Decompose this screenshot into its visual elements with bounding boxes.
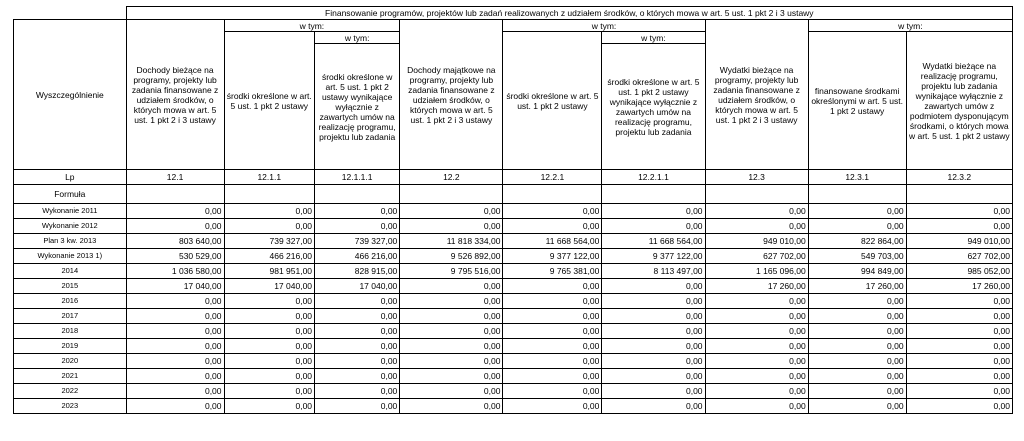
col-header-12-1-1-1: środki określone w art. 5 ust. 1 pkt 2 ustawy wynikające wyłącznie z zawartych umów na realizację programu, projektu lub zadania (315, 44, 400, 170)
value-cell: 0,00 (602, 399, 705, 414)
empty-corner (14, 7, 127, 20)
value-cell: 0,00 (602, 354, 705, 369)
value-cell: 0,00 (602, 219, 705, 234)
value-cell: 0,00 (602, 369, 705, 384)
value-cell: 0,00 (224, 339, 315, 354)
table-row (14, 399, 1013, 414)
col-header-12-3-1: finansowane środkami określonymi w art. 5 ust. 1 pkt 2 ustawy (808, 32, 906, 170)
row-label: 2016 (14, 294, 127, 309)
value-cell: 0,00 (705, 399, 808, 414)
value-cell: 0,00 (400, 399, 503, 414)
formula-cell (906, 185, 1012, 204)
row-label: 2014 (14, 264, 127, 279)
value-cell: 0,00 (400, 324, 503, 339)
value-cell: 0,00 (315, 339, 400, 354)
value-cell: 0,00 (808, 384, 906, 399)
value-cell: 0,00 (126, 219, 224, 234)
value-cell: 0,00 (224, 294, 315, 309)
value-cell: 9 765 381,00 (503, 264, 602, 279)
value-cell: 0,00 (315, 399, 400, 414)
table-row (14, 264, 1013, 279)
value-cell: 11 668 564,00 (503, 234, 602, 249)
value-cell: 9 377 122,00 (503, 249, 602, 264)
value-cell: 0,00 (126, 399, 224, 414)
value-cell: 0,00 (503, 309, 602, 324)
value-cell: 0,00 (705, 309, 808, 324)
value-cell: 803 640,00 (126, 234, 224, 249)
row-header-label: Wyszczególnienie (14, 20, 127, 170)
value-cell: 0,00 (400, 219, 503, 234)
value-cell: 0,00 (315, 219, 400, 234)
lp-number: 12.1.1.1 (315, 170, 400, 185)
value-cell: 0,00 (503, 369, 602, 384)
value-cell: 949 010,00 (906, 234, 1012, 249)
value-cell: 0,00 (400, 279, 503, 294)
value-cell: 17 260,00 (808, 279, 906, 294)
value-cell: 0,00 (503, 219, 602, 234)
row-label: 2019 (14, 339, 127, 354)
value-cell: 0,00 (400, 309, 503, 324)
lp-label: Lp (14, 170, 127, 185)
row-label: 2015 (14, 279, 127, 294)
financing-table (13, 6, 1013, 414)
value-cell: 0,00 (906, 294, 1012, 309)
value-cell: 0,00 (705, 384, 808, 399)
value-cell: 466 216,00 (224, 249, 315, 264)
value-cell: 0,00 (503, 294, 602, 309)
table-row (14, 384, 1013, 399)
value-cell: 0,00 (503, 354, 602, 369)
value-cell: 0,00 (315, 354, 400, 369)
table-row (14, 219, 1013, 234)
value-cell: 0,00 (315, 204, 400, 219)
value-cell: 0,00 (126, 384, 224, 399)
table-row (14, 279, 1013, 294)
value-cell: 0,00 (808, 309, 906, 324)
value-cell: 0,00 (503, 204, 602, 219)
value-cell: 0,00 (602, 204, 705, 219)
formula-cell (224, 185, 315, 204)
value-cell: 0,00 (705, 324, 808, 339)
value-cell: 1 036 580,00 (126, 264, 224, 279)
row-label: 2017 (14, 309, 127, 324)
value-cell: 0,00 (503, 324, 602, 339)
row-label: 2023 (14, 399, 127, 414)
value-cell: 627 702,00 (705, 249, 808, 264)
value-cell: 0,00 (906, 399, 1012, 414)
formula-label: Formuła (14, 185, 127, 204)
col-header-12-2-1: środki określone w art. 5 ust. 1 pkt 2 ustawy (503, 32, 602, 170)
lp-number: 12.1.1 (224, 170, 315, 185)
value-cell: 0,00 (315, 309, 400, 324)
value-cell: 0,00 (602, 309, 705, 324)
table-row (14, 339, 1013, 354)
value-cell: 0,00 (315, 384, 400, 399)
value-cell: 0,00 (705, 339, 808, 354)
value-cell: 0,00 (503, 384, 602, 399)
value-cell: 0,00 (808, 369, 906, 384)
value-cell: 9 377 122,00 (602, 249, 705, 264)
value-cell: 0,00 (602, 294, 705, 309)
value-cell: 0,00 (315, 369, 400, 384)
value-cell: 0,00 (224, 369, 315, 384)
formula-cell (503, 185, 602, 204)
lp-number: 12.2 (400, 170, 503, 185)
value-cell: 17 040,00 (126, 279, 224, 294)
value-cell: 739 327,00 (315, 234, 400, 249)
value-cell: 0,00 (400, 294, 503, 309)
value-cell: 17 260,00 (906, 279, 1012, 294)
value-cell: 0,00 (808, 294, 906, 309)
value-cell: 549 703,00 (808, 249, 906, 264)
lp-number: 12.3.2 (906, 170, 1012, 185)
value-cell: 0,00 (808, 204, 906, 219)
value-cell: 0,00 (126, 204, 224, 219)
col-header-12-2: Dochody majątkowe na programy, projekty lub zadania finansowane z udziałem środków, o których mowa w art. 5 ust. 1 pkt 2 i 3 ustawy (400, 20, 503, 170)
value-cell: 0,00 (400, 354, 503, 369)
table-row (14, 234, 1013, 249)
row-label: 2022 (14, 384, 127, 399)
value-cell: 0,00 (400, 339, 503, 354)
formula-cell (705, 185, 808, 204)
value-cell: 0,00 (906, 309, 1012, 324)
value-cell: 0,00 (224, 324, 315, 339)
value-cell: 0,00 (224, 309, 315, 324)
value-cell: 828 915,00 (315, 264, 400, 279)
value-cell: 0,00 (808, 324, 906, 339)
value-cell: 0,00 (808, 354, 906, 369)
value-cell: 0,00 (808, 219, 906, 234)
row-label: Wykonanie 2013 1) (14, 249, 127, 264)
value-cell: 0,00 (906, 219, 1012, 234)
value-cell: 0,00 (602, 279, 705, 294)
row-label: 2018 (14, 324, 127, 339)
value-cell: 8 113 497,00 (602, 264, 705, 279)
value-cell: 994 849,00 (808, 264, 906, 279)
value-cell: 0,00 (906, 384, 1012, 399)
value-cell: 0,00 (315, 294, 400, 309)
col-header-12-1: Dochody bieżące na programy, projekty lub zadania finansowane z udziałem środków, o których mowa w art. 5 ust. 1 pkt 2 i 3 ustawy (126, 20, 224, 170)
value-cell: 0,00 (503, 339, 602, 354)
table-row (14, 324, 1013, 339)
value-cell: 0,00 (126, 339, 224, 354)
w-tym-label-5: w tym: (602, 32, 705, 44)
formula-cell (315, 185, 400, 204)
value-cell: 0,00 (705, 219, 808, 234)
value-cell: 0,00 (906, 339, 1012, 354)
formula-cell (400, 185, 503, 204)
value-cell: 0,00 (224, 399, 315, 414)
table-row (14, 369, 1013, 384)
value-cell: 466 216,00 (315, 249, 400, 264)
value-cell: 0,00 (602, 384, 705, 399)
value-cell: 985 052,00 (906, 264, 1012, 279)
value-cell: 0,00 (126, 324, 224, 339)
lp-number: 12.3.1 (808, 170, 906, 185)
value-cell: 0,00 (808, 339, 906, 354)
value-cell: 0,00 (224, 204, 315, 219)
row-label: 2020 (14, 354, 127, 369)
value-cell: 0,00 (705, 369, 808, 384)
lp-number: 12.2.1 (503, 170, 602, 185)
value-cell: 981 951,00 (224, 264, 315, 279)
value-cell: 11 818 334,00 (400, 234, 503, 249)
formula-cell (126, 185, 224, 204)
table-row (14, 204, 1013, 219)
value-cell: 0,00 (400, 204, 503, 219)
value-cell: 0,00 (315, 324, 400, 339)
value-cell: 0,00 (224, 384, 315, 399)
value-cell: 0,00 (503, 279, 602, 294)
value-cell: 949 010,00 (705, 234, 808, 249)
col-header-12-1-1: środki określone w art. 5 ust. 1 pkt 2 ustawy (224, 32, 315, 170)
value-cell: 0,00 (126, 354, 224, 369)
value-cell: 0,00 (126, 309, 224, 324)
value-cell: 0,00 (906, 204, 1012, 219)
w-tym-label-4: w tym: (315, 32, 400, 44)
row-label: Wykonanie 2012 (14, 219, 127, 234)
table-row (14, 294, 1013, 309)
row-label: Wykonanie 2011 (14, 204, 127, 219)
table-row (14, 249, 1013, 264)
value-cell: 9 795 516,00 (400, 264, 503, 279)
value-cell: 0,00 (400, 384, 503, 399)
col-header-12-2-1-1: środki określone w art. 5 ust. 1 pkt 2 ustawy wynikające wyłącznie z zawartych umów na realizację programu, projektu lub zadania (602, 44, 705, 170)
value-cell: 0,00 (400, 369, 503, 384)
value-cell: 0,00 (126, 369, 224, 384)
value-cell: 17 040,00 (315, 279, 400, 294)
value-cell: 0,00 (602, 339, 705, 354)
value-cell: 9 526 892,00 (400, 249, 503, 264)
formula-cell (808, 185, 906, 204)
value-cell: 739 327,00 (224, 234, 315, 249)
value-cell: 530 529,00 (126, 249, 224, 264)
table-row (14, 309, 1013, 324)
value-cell: 627 702,00 (906, 249, 1012, 264)
lp-number: 12.2.1.1 (602, 170, 705, 185)
lp-number: 12.1 (126, 170, 224, 185)
value-cell: 0,00 (705, 294, 808, 309)
value-cell: 17 260,00 (705, 279, 808, 294)
lp-number: 12.3 (705, 170, 808, 185)
value-cell: 0,00 (602, 324, 705, 339)
value-cell: 0,00 (503, 399, 602, 414)
col-header-12-3-2: Wydatki bieżące na realizację programu, projektu lub zadania wynikające wyłącznie z zawartych umów z podmiotem dysponującym środkami, o których mowa w art. 5 ust. 1 pkt 2 ustawy (906, 32, 1012, 170)
value-cell: 822 864,00 (808, 234, 906, 249)
formula-cell (602, 185, 705, 204)
value-cell: 0,00 (224, 219, 315, 234)
w-tym-label-2: w tym: (503, 20, 705, 32)
value-cell: 1 165 096,00 (705, 264, 808, 279)
value-cell: 0,00 (705, 354, 808, 369)
value-cell: 0,00 (126, 294, 224, 309)
w-tym-label-3: w tym: (808, 20, 1012, 32)
table-data-body (14, 204, 1013, 414)
table-row (14, 354, 1013, 369)
value-cell: 0,00 (906, 324, 1012, 339)
col-header-12-3: Wydatki bieżące na programy, projekty lub zadania finansowane z udziałem środków, o których mowa w art. 5 ust. 1 pkt 2 i 3 ustawy (705, 20, 808, 170)
value-cell: 0,00 (224, 354, 315, 369)
w-tym-label-1: w tym: (224, 20, 400, 32)
row-label: Plan 3 kw. 2013 (14, 234, 127, 249)
top-header: Finansowanie programów, projektów lub zadań realizowanych z udziałem środków, o których mowa w art. 5 ust. 1 pkt 2 i 3 ustawy (126, 7, 1012, 20)
value-cell: 17 040,00 (224, 279, 315, 294)
value-cell: 0,00 (808, 399, 906, 414)
value-cell: 0,00 (705, 204, 808, 219)
value-cell: 0,00 (906, 369, 1012, 384)
row-label: 2021 (14, 369, 127, 384)
value-cell: 11 668 564,00 (602, 234, 705, 249)
value-cell: 0,00 (906, 354, 1012, 369)
